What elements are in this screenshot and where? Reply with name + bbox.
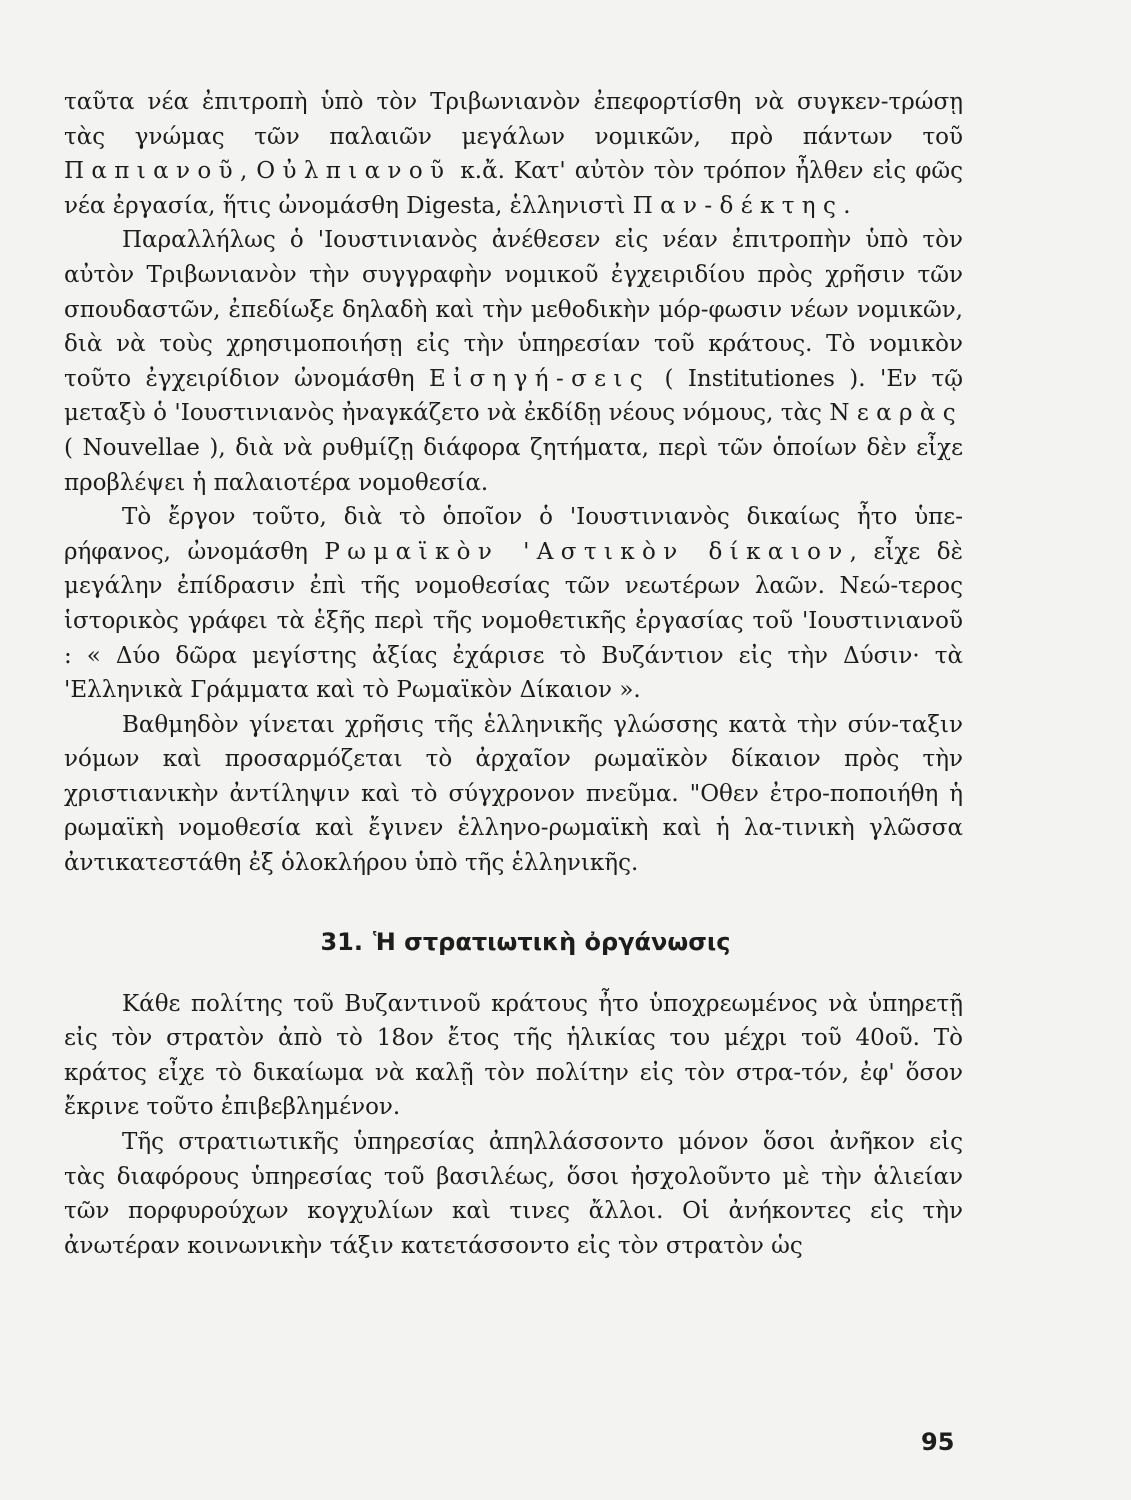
spaced-name-papianou: Παπιανοῦ bbox=[64, 158, 240, 185]
text-segment: , bbox=[239, 158, 257, 185]
section-heading bbox=[64, 925, 963, 959]
text-segment: . bbox=[843, 192, 851, 219]
page-number: 95 bbox=[921, 1428, 955, 1456]
text-segment: Παραλλήλως ὁ 'Ιουστινιανὸς ἀνέθεσεν εἰς νέαν ἐπιτροπὴν ὑπὸ τὸν αὐτὸν Τριβωνιανὸν τὴν συγγραφὴν νομικοῦ ἐγχειριδίου πρὸς χρῆσιν τῶν σπουδαστῶν, ἐπεδίωξε δηλαδὴ καὶ τὴν μεθοδικὴν μόρ-φωσιν νέων νομικῶν, διὰ νὰ τοὺς χρησιμοποιήσῃ εἰς τὴν ὑπηρεσίαν τοῦ κράτους. Τὸ νομικὸν τοῦτο ἐγχειρίδιον ὠνομάσθη bbox=[64, 227, 963, 392]
spaced-name-oulpianou: Οὐλπιανοῦ bbox=[256, 158, 452, 185]
text-block-bottom bbox=[64, 987, 963, 1264]
section-title: Ἡ στρατιωτικὴ ὀργάνωσις bbox=[372, 927, 731, 956]
paragraph-6 bbox=[64, 1125, 963, 1263]
paragraph-1 bbox=[64, 85, 963, 223]
spaced-term-pandektis: Παν-δέκτης bbox=[632, 192, 844, 219]
page-body bbox=[64, 85, 963, 1263]
paragraph-4 bbox=[64, 708, 963, 881]
text-block-top bbox=[64, 85, 963, 881]
paragraph-5 bbox=[64, 987, 963, 1125]
text-segment: ( Nouvellae ), διὰ νὰ ρυθμίζῃ διάφορα ζητήματα, περὶ τῶν ὁποίων δὲν εἶχε προβλέψει ἡ παλαιοτέρα νομοθεσία. bbox=[64, 434, 963, 496]
spaced-term-eisigiseis: Εἰσηγή-σεις bbox=[428, 365, 651, 392]
spaced-term-nearas: Νεαρὰς bbox=[829, 400, 963, 427]
paragraph-3 bbox=[64, 500, 963, 708]
text-segment: Βαθμηδὸν γίνεται χρῆσις τῆς ἑλληνικῆς γλώσσης κατὰ τὴν σύν-ταξιν νόμων καὶ προσαρμόζεται τὸ ἀρχαῖον ρωμαϊκὸν δίκαιον πρὸς τὴν χριστιανικὴν ἀντίληψιν καὶ τὸ σύγχρονον πνεῦμα. "Οθεν ἐτρο-ποποιήθη ἡ ρωμαϊκὴ νομοθεσία καὶ ἔγινεν ἑλληνο-ρωμαϊκὴ καὶ ἡ λα-τινικὴ γλῶσσα ἀντικατεστάθη ἐξ ὁλοκλήρου ὑπὸ τῆς ἑλληνικῆς. bbox=[64, 711, 963, 877]
paragraph-2 bbox=[64, 223, 963, 500]
text-segment: κ.ἄ. Κατ' αὐτὸν τὸν τρόπον ἦλθεν εἰς φῶς νέα ἐργασία, ἥτις ὠνομάσθη Digesta, ἑλληνιστὶ bbox=[64, 158, 963, 219]
text-segment: Κάθε πολίτης τοῦ Βυζαντινοῦ κράτους ἦτο ὑποχρεωμένος νὰ ὑπηρετῇ εἰς τὸν στρατὸν ἀπὸ τὸ 18ον ἔτος τῆς ἡλικίας του μέχρι τοῦ 40οῦ. Τὸ κράτος εἶχε τὸ δικαίωμα νὰ καλῇ τὸν πολίτην εἰς τὸν στρα-τόν, ἐφ' ὅσον ἔκρινε τοῦτο ἐπιβεβλημένον. bbox=[64, 990, 963, 1121]
text-segment: Τῆς στρατιωτικῆς ὑπηρεσίας ἀπηλλάσσοντο μόνον ὅσοι ἀνῆκον εἰς τὰς διαφόρους ὑπηρεσίας τοῦ βασιλέως, ὅσοι ἠσχολοῦντο μὲ τὴν ἁλιείαν τῶν πορφυρούχων κογχυλίων καὶ τινες ἄλλοι. Οἱ ἀνήκοντες εἰς τὴν ἀνωτέραν κοινωνικὴν τάξιν κατετάσσοντο εἰς τὸν στρατὸν ὡς bbox=[64, 1129, 963, 1259]
spaced-term-romaikon-astikon-dikaion: Ρωμαϊκὸν 'Αστικὸν δίκαιον bbox=[324, 538, 850, 565]
text-segment: , εἶχε δὲ μεγάλην ἐπίδρασιν ἐπὶ τῆς νομοθεσίας τῶν νεωτέρων λαῶν. Νεώ-τερος ἱστορικὸς γράφει τὰ ἑξῆς περὶ τῆς νομοθετικῆς ἐργασίας τοῦ 'Ιουστινιανοῦ : « Δύο δῶρα μεγίστης ἀξίας ἐχάρισε τὸ Βυζάντιον εἰς τὴν Δύσιν· τὰ 'Ελληνικὰ Γράμματα καὶ τὸ Ρωμαϊκὸν Δίκαιον ». bbox=[64, 538, 963, 704]
text-segment: Τὸ ἔργον τοῦτο, διὰ τὸ ὁποῖον ὁ 'Ιουστινιανὸς δικαίως ἦτο ὑπε-ρήφανος, ὠνομάσθη bbox=[64, 504, 963, 565]
section-number: 31. bbox=[320, 927, 363, 956]
text-segment: ( Institutiones ). 'Εν τῷ μεταξὺ ὁ 'Ιουστινιανὸς ἠναγκάζετο νὰ ἐκδίδῃ νέους νόμους, τὰς bbox=[64, 365, 963, 427]
text-segment: ταῦτα νέα ἐπιτροπὴ ὑπὸ τὸν Τριβωνιανὸν ἐπεφορτίσθη νὰ συγκεν-τρώσῃ τὰς γνώμας τῶν παλαιῶν μεγάλων νομικῶν, πρὸ πάντων τοῦ bbox=[64, 89, 963, 150]
